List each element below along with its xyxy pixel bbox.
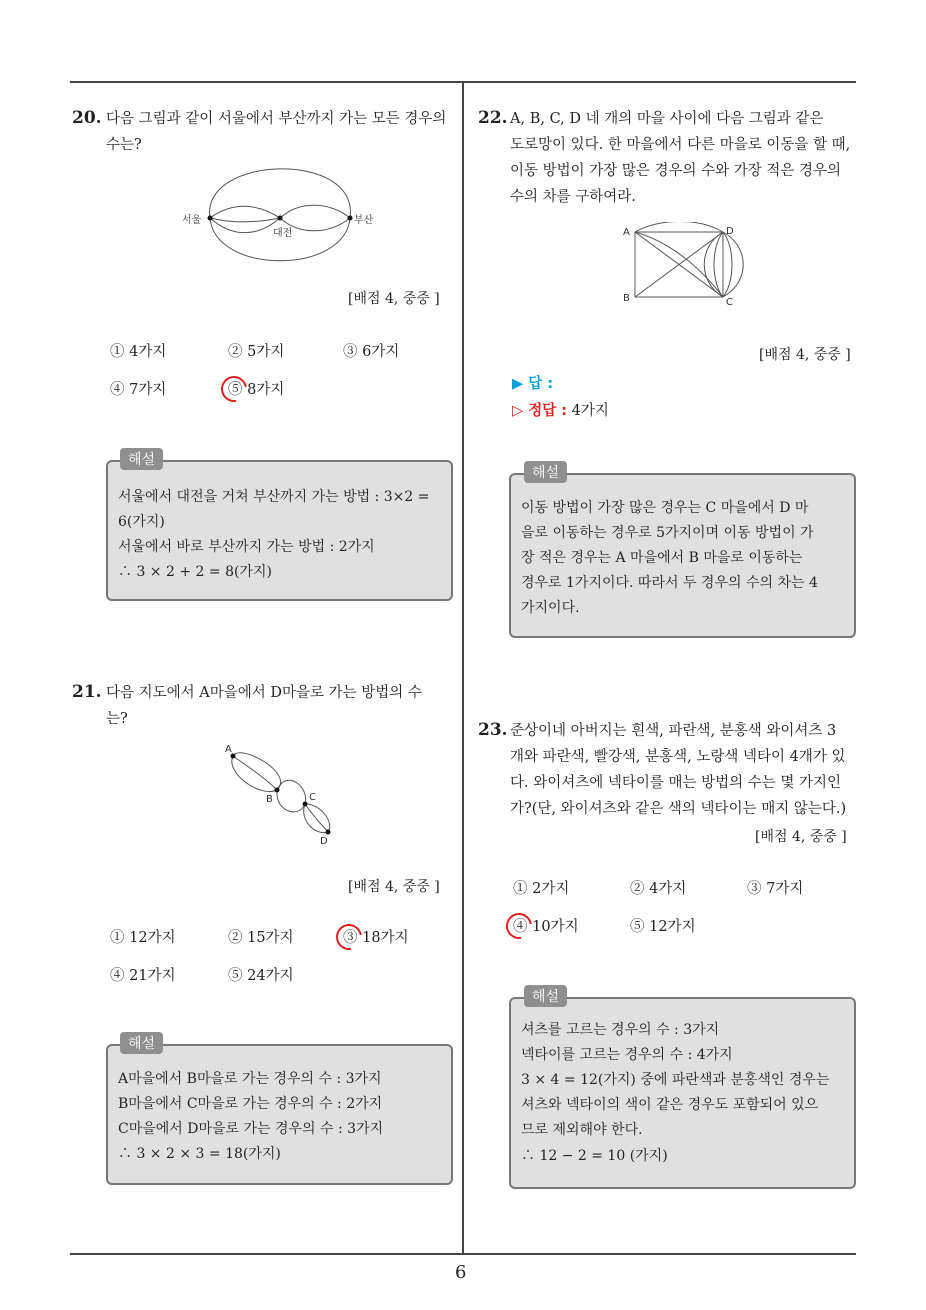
q21-road-c-d-2 — [305, 804, 328, 832]
q21-option-4[interactable]: ④ 21가지 — [110, 968, 176, 984]
q21-label-d: D — [320, 836, 328, 847]
q20-text-line2: 수는? — [106, 137, 142, 153]
q21-solution-line4: ∴ 3 × 2 × 3 = 18(가지) — [118, 1146, 281, 1162]
q21-solution-line1: A마을에서 B마을로 가는 경우의 수 : 3가지 — [118, 1071, 382, 1087]
q20-option-4[interactable]: ④ 7가지 — [110, 382, 167, 398]
q23-selected-mark — [501, 908, 537, 944]
q20-option-5[interactable]: ⑤ 8가지 — [228, 382, 285, 398]
q21-text-line2: 는? — [106, 711, 128, 727]
q22-road-a-d-arc — [635, 222, 723, 232]
page-number: 6 — [455, 1262, 467, 1283]
q21-meta: [배점 4, 중중 ] — [348, 879, 440, 895]
q20-option-2[interactable]: ② 5가지 — [228, 344, 285, 360]
q20-outer-road-top — [210, 169, 351, 218]
q21-road-a-b-1 — [233, 753, 281, 790]
q21-solution-box — [106, 1044, 453, 1185]
q20-meta: [배점 4, 중중 ] — [348, 291, 440, 307]
q23-option-1[interactable]: ① 2가지 — [513, 881, 570, 897]
q20-solution-line1: 서울에서 대전을 거쳐 부산까지 가는 방법 : 3×2 = — [118, 489, 430, 505]
q20-label-busan: 부산 — [354, 215, 374, 226]
q20-outer-road-bottom — [210, 218, 350, 261]
q22-text-line1: A, B, C, D 네 개의 마을 사이에 다음 그림과 같은 — [510, 111, 824, 127]
q23-text-line1: 준상이네 아버지는 흰색, 파란색, 분홍색 와이셔츠 3 — [510, 723, 837, 739]
q22-solution-line2: 을로 이동하는 경우로 5가지이며 이동 방법이 가 — [521, 525, 814, 541]
q22-correct-row — [512, 399, 609, 420]
q22-correct-value: 4가지 — [571, 403, 609, 419]
q21-node-c — [303, 802, 308, 807]
q23-text-line4: 가?(단, 와이셔츠와 같은 색의 넥타이는 매지 않는다.) — [510, 801, 847, 817]
q22-meta: [배점 4, 중중 ] — [759, 347, 851, 363]
q23-option-2[interactable]: ② 4가지 — [630, 881, 687, 897]
q23-option-5[interactable]: ⑤ 12가지 — [630, 919, 696, 935]
q22-label-c: C — [726, 297, 733, 308]
q20-road-seoul-daejeon-1 — [210, 206, 280, 218]
q22-label-a: A — [623, 227, 630, 238]
q20-road-seoul-daejeon-2 — [210, 218, 280, 222]
q23-text-line2: 개와 파란색, 빨강색, 분홍색, 노랑색 넥타이 4개가 있 — [510, 749, 846, 765]
q20-solution-tag: 해설 — [120, 448, 163, 470]
q21-label-b: B — [266, 794, 273, 805]
q21-text-line1: 다음 지도에서 A마을에서 D마을로 가는 방법의 수 — [106, 685, 422, 701]
q20-node-seoul — [208, 216, 213, 221]
q23-solution-line3: 3 × 4 = 12(가지) 중에 파란색과 분홍색인 경우는 — [521, 1072, 830, 1088]
q21-option-3[interactable]: ③ 18가지 — [343, 930, 409, 946]
q20-option-1[interactable]: ① 4가지 — [110, 344, 167, 360]
q23-number: 23. — [478, 720, 508, 740]
q22-solution-tag: 해설 — [524, 461, 567, 483]
q21-route-map — [215, 738, 345, 848]
q22-text-line4: 수의 차를 구하여라. — [510, 189, 636, 205]
q23-text-line3: 다. 와이셔츠에 넥타이를 매는 방법의 수는 몇 가지인 — [510, 775, 842, 791]
q20-node-busan — [348, 216, 353, 221]
q20-label-daejeon: 대전 — [273, 228, 293, 239]
q22-text-line3: 이동 방법이 가장 많은 경우의 수와 가장 적은 경우의 — [510, 163, 842, 179]
q23-option-3[interactable]: ③ 7가지 — [747, 881, 804, 897]
q21-road-b-c-1 — [277, 780, 306, 804]
q23-solution-line1: 셔츠를 고르는 경우의 수 : 3가지 — [521, 1022, 720, 1038]
q22-solution-line1: 이동 방법이 가장 많은 경우는 C 마을에서 D 마 — [521, 500, 809, 516]
column-divider — [462, 82, 464, 1254]
q21-solution-tag: 해설 — [120, 1032, 163, 1054]
q21-label-a: A — [225, 744, 232, 755]
q21-option-1[interactable]: ① 12가지 — [110, 930, 176, 946]
q22-text-line2: 도로망이 있다. 한 마을에서 다른 마을로 이동을 할 때, — [510, 137, 851, 153]
q20-number: 20. — [72, 108, 102, 128]
q22-answer-label: ▶ 답 : — [512, 376, 554, 392]
q20-solution-line4: ∴ 3 × 2 + 2 = 8(가지) — [118, 564, 272, 580]
q21-option-5[interactable]: ⑤ 24가지 — [228, 968, 294, 984]
q21-number: 21. — [72, 682, 102, 702]
q20-selected-mark — [216, 371, 252, 407]
q20-text-line1: 다음 그림과 같이 서울에서 부산까지 가는 모든 경우의 — [106, 111, 447, 127]
q23-solution-line5: 므로 제외해야 한다. — [521, 1122, 643, 1138]
q22-answer-row — [512, 372, 553, 393]
q23-meta: [배점 4, 중중 ] — [755, 829, 847, 845]
q23-solution-tag: 해설 — [524, 985, 567, 1007]
q20-label-seoul: 서울 — [182, 215, 202, 226]
q22-label-b: B — [623, 293, 630, 304]
q20-route-diagram — [160, 160, 400, 270]
q22-solution-line3: 장 적은 경우는 A 마을에서 B 마을로 이동하는 — [521, 550, 803, 566]
q21-selected-mark — [331, 919, 367, 955]
q22-correct-label: ▷ 정답 : — [512, 403, 568, 419]
q21-label-c: C — [309, 792, 316, 803]
q20-road-daejeon-busan-1 — [280, 205, 350, 218]
q23-solution-line4: 셔츠와 넥타이의 색이 같은 경우도 포함되어 있으 — [521, 1097, 819, 1113]
q23-solution-line6: ∴ 12 − 2 = 10 (가지) — [521, 1148, 668, 1164]
q23-option-4[interactable]: ④ 10가지 — [513, 919, 579, 935]
q21-node-b — [275, 788, 280, 793]
q22-road-network — [620, 222, 750, 312]
q21-road-c-d-1 — [305, 804, 330, 832]
q20-solution-line2: 6(가지) — [118, 514, 165, 530]
q20-solution-line3: 서울에서 바로 부산까지 가는 방법 : 2가지 — [118, 539, 375, 555]
q21-solution-line2: B마을에서 C마을로 가는 경우의 수 : 2가지 — [118, 1096, 383, 1112]
q20-node-daejeon — [278, 216, 283, 221]
q23-solution-line2: 넥타이를 고르는 경우의 수 : 4가지 — [521, 1047, 733, 1063]
q22-number: 22. — [478, 108, 508, 128]
q22-solution-line5: 가지이다. — [521, 600, 580, 616]
q21-road-b-c-2 — [277, 790, 305, 812]
q21-node-d — [326, 830, 331, 835]
q21-road-a-b-2 — [233, 756, 277, 790]
q20-option-3[interactable]: ③ 6가지 — [343, 344, 400, 360]
q21-solution-line3: C마을에서 D마을로 가는 경우의 수 : 3가지 — [118, 1121, 384, 1137]
q22-road-c-d-2 — [723, 232, 732, 297]
q22-solution-line4: 경우로 1가지이다. 따라서 두 경우의 수의 차는 4 — [521, 575, 818, 591]
q22-road-c-d-3 — [723, 232, 743, 297]
q21-option-2[interactable]: ② 15가지 — [228, 930, 294, 946]
q22-label-d: D — [726, 226, 734, 237]
q21-road-a-b-3 — [232, 756, 277, 792]
